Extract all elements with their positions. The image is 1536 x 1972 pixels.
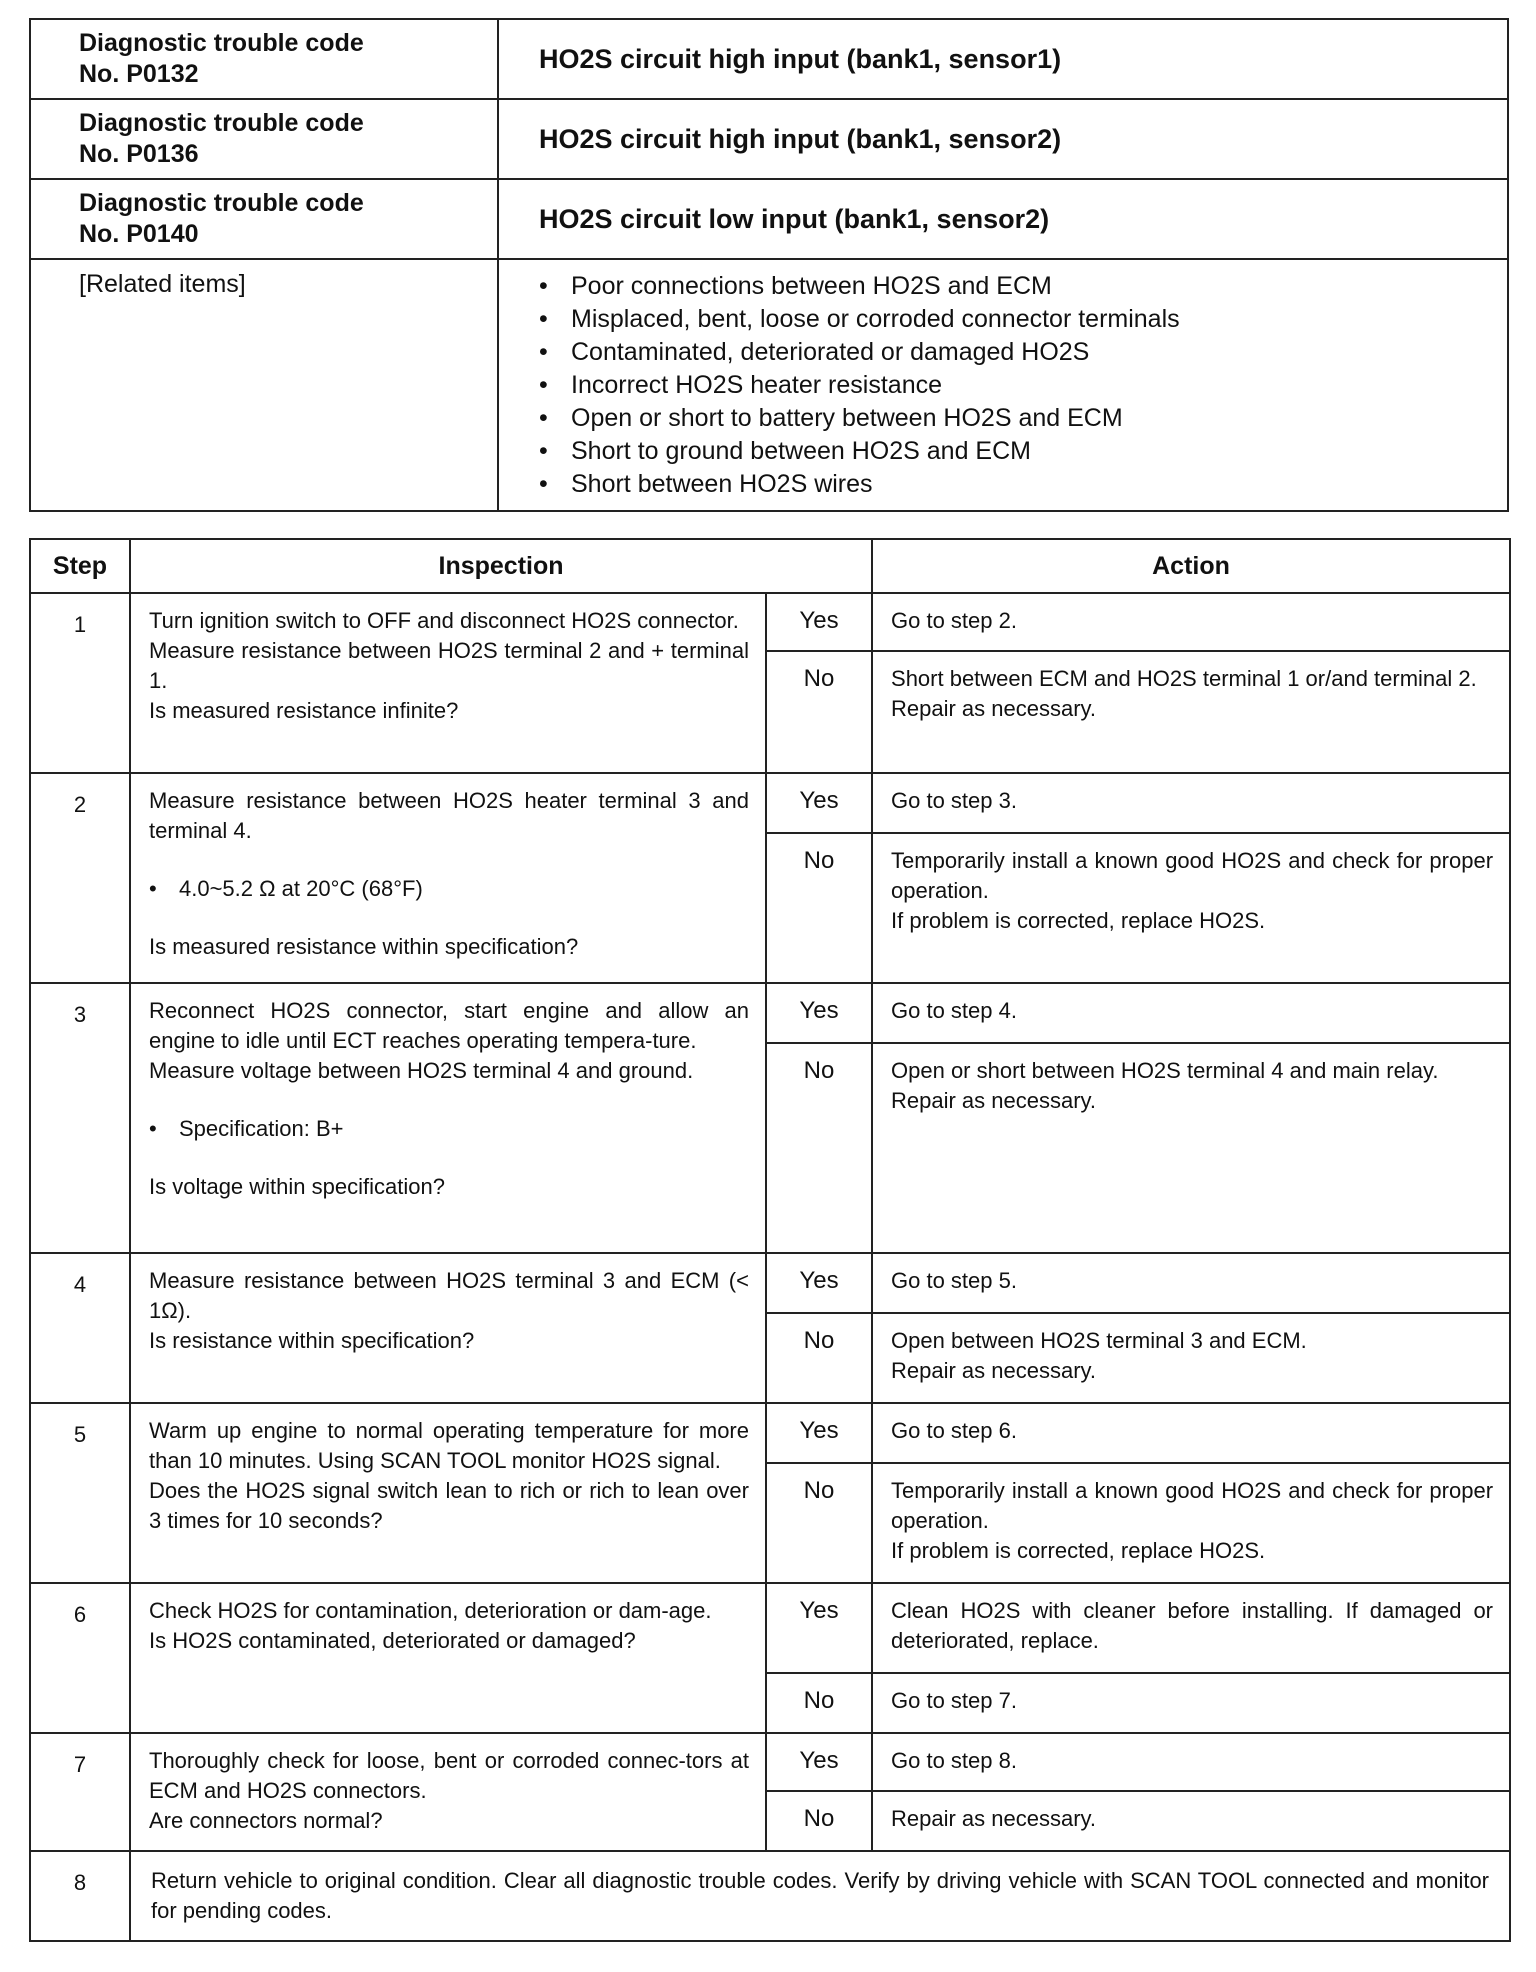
yes-action: Go to step 4. xyxy=(872,983,1510,1043)
action-text: Repair as necessary. xyxy=(891,1088,1097,1113)
step-row-yes xyxy=(30,983,1510,1043)
related-items-label: [Related items] xyxy=(30,259,498,511)
step-inspection xyxy=(130,773,766,983)
yes-label: Yes xyxy=(766,593,872,651)
header-inspection: Inspection xyxy=(130,539,872,593)
spec-text: Specification: B+ xyxy=(179,1116,344,1141)
list-item-text: Contaminated, deteriorated or damaged HO2S xyxy=(571,338,1090,366)
dtc-label xyxy=(30,179,498,259)
inspection-text: Is measured resistance infinite? xyxy=(149,698,459,723)
yes-label: Yes xyxy=(766,1733,872,1791)
step-inspection xyxy=(130,1583,766,1733)
inspection-text: Warm up engine to normal operating temperature for more than 10 minutes. Using SCAN TOOL monitor HO2S signal. xyxy=(149,1418,749,1473)
inspection-text: Measure resistance between HO2S terminal 3 and ECM (< 1Ω). xyxy=(149,1268,749,1323)
yes-label: Yes xyxy=(766,773,872,833)
related-items-row xyxy=(30,259,1508,511)
step-number: 6 xyxy=(30,1583,130,1733)
dtc-label xyxy=(30,19,498,99)
dtc-row xyxy=(30,99,1508,179)
action-text: Temporarily install a known good HO2S and check for proper operation. xyxy=(891,1478,1494,1533)
dtc-title: HO2S circuit high input (bank1, sensor1) xyxy=(498,19,1508,99)
inspection-text: Check HO2S for contamination, deterioration or dam-age. xyxy=(149,1598,712,1623)
spec-text: 4.0~5.2 Ω at 20°C (68°F) xyxy=(179,876,423,901)
inspection-text: Measure resistance between HO2S heater terminal 3 and terminal 4. xyxy=(149,788,749,843)
dtc-code: No. P0140 xyxy=(79,220,199,248)
step-number: 5 xyxy=(30,1403,130,1583)
action-text: Open between HO2S terminal 3 and ECM. xyxy=(891,1328,1307,1353)
list-item-text: Poor connections between HO2S and ECM xyxy=(571,272,1052,300)
list-item-text: Misplaced, bent, loose or corroded connector terminals xyxy=(571,305,1180,333)
dtc-code: No. P0136 xyxy=(79,140,199,168)
no-label: No xyxy=(766,1463,872,1583)
no-label: No xyxy=(766,833,872,983)
step-row-yes xyxy=(30,1583,1510,1673)
bullet-icon: • xyxy=(539,404,548,432)
inspection-text: Measure voltage between HO2S terminal 4 and ground. xyxy=(149,1058,694,1083)
inspection-text: Does the HO2S signal switch lean to rich or rich to lean over 3 times for 10 seconds? xyxy=(149,1478,749,1533)
list-item xyxy=(539,270,1487,303)
list-item xyxy=(539,303,1487,336)
step-inspection xyxy=(130,1403,766,1583)
action-text: Temporarily install a known good HO2S and check for proper operation. xyxy=(891,848,1494,903)
inspection-text: Turn ignition switch to OFF and disconnect HO2S connector. xyxy=(149,608,739,633)
action-text: If problem is corrected, replace HO2S. xyxy=(891,1538,1266,1563)
dtc-label xyxy=(30,99,498,179)
step-number: 4 xyxy=(30,1253,130,1403)
dtc-code: No. P0132 xyxy=(79,60,199,88)
header-action: Action xyxy=(872,539,1510,593)
no-label: No xyxy=(766,1791,872,1851)
yes-action: Clean HO2S with cleaner before installing. If damaged or deteriorated, replace. xyxy=(872,1583,1510,1673)
step-table xyxy=(29,538,1511,1942)
yes-label: Yes xyxy=(766,1583,872,1673)
action-text: Repair as necessary. xyxy=(891,696,1097,721)
step-row-yes xyxy=(30,773,1510,833)
dtc-label-line1: Diagnostic trouble code xyxy=(79,189,364,217)
dtc-title: HO2S circuit high input (bank1, sensor2) xyxy=(498,99,1508,179)
no-label: No xyxy=(766,1673,872,1733)
inspection-text: Thoroughly check for loose, bent or corroded connec-tors at ECM and HO2S connectors. xyxy=(149,1748,749,1803)
list-item-text: Short between HO2S wires xyxy=(571,470,873,498)
final-step-text: Return vehicle to original condition. Clear all diagnostic trouble codes. Verify by driving vehicle with SCAN TOOL connected and monitor for pending codes. xyxy=(130,1851,1510,1941)
action-text: Repair as necessary. xyxy=(891,1358,1097,1383)
yes-action: Go to step 2. xyxy=(872,593,1510,651)
inspection-text: Measure resistance between HO2S terminal 2 and + terminal 1. xyxy=(149,638,749,693)
related-items-list xyxy=(498,259,1508,511)
action-text: If problem is corrected, replace HO2S. xyxy=(891,908,1266,933)
inspection-question: Is measured resistance within specification? xyxy=(149,934,579,959)
step-number: 3 xyxy=(30,983,130,1253)
list-item xyxy=(539,402,1487,435)
final-step-row xyxy=(30,1851,1510,1941)
list-item xyxy=(539,435,1487,468)
bullet-icon: • xyxy=(539,338,548,366)
step-inspection xyxy=(130,1733,766,1851)
yes-action: Go to step 8. xyxy=(872,1733,1510,1791)
no-action xyxy=(872,1313,1510,1403)
yes-label: Yes xyxy=(766,1403,872,1463)
no-action: Repair as necessary. xyxy=(872,1791,1510,1851)
step-number: 1 xyxy=(30,593,130,773)
list-item xyxy=(539,369,1487,402)
no-action xyxy=(872,833,1510,983)
yes-action: Go to step 5. xyxy=(872,1253,1510,1313)
bullet-icon: • xyxy=(539,371,548,399)
yes-label: Yes xyxy=(766,1253,872,1313)
no-action: Go to step 7. xyxy=(872,1673,1510,1733)
dtc-row xyxy=(30,179,1508,259)
step-row-yes xyxy=(30,593,1510,651)
yes-label: Yes xyxy=(766,983,872,1043)
inspection-text: Are connectors normal? xyxy=(149,1808,383,1833)
step-inspection xyxy=(130,983,766,1253)
bullet-icon: • xyxy=(539,305,548,333)
step-number: 8 xyxy=(30,1851,130,1941)
dtc-row xyxy=(30,19,1508,99)
spec-item xyxy=(149,874,749,904)
step-row-yes xyxy=(30,1253,1510,1313)
bullet-icon: • xyxy=(539,470,548,498)
list-item-text: Incorrect HO2S heater resistance xyxy=(571,371,942,399)
dtc-title: HO2S circuit low input (bank1, sensor2) xyxy=(498,179,1508,259)
dtc-label-line1: Diagnostic trouble code xyxy=(79,29,364,57)
spec-item xyxy=(149,1114,749,1144)
dtc-table xyxy=(29,18,1509,512)
bullet-icon: • xyxy=(539,272,548,300)
inspection-text: Is HO2S contaminated, deteriorated or damaged? xyxy=(149,1628,636,1653)
dtc-label-line1: Diagnostic trouble code xyxy=(79,109,364,137)
step-row-yes xyxy=(30,1403,1510,1463)
yes-action: Go to step 6. xyxy=(872,1403,1510,1463)
step-inspection xyxy=(130,1253,766,1403)
list-item-text: Short to ground between HO2S and ECM xyxy=(571,437,1031,465)
no-label: No xyxy=(766,1313,872,1403)
action-text: Short between ECM and HO2S terminal 1 or/and terminal 2. xyxy=(891,666,1477,691)
step-number: 7 xyxy=(30,1733,130,1851)
no-action xyxy=(872,1463,1510,1583)
no-action xyxy=(872,651,1510,773)
inspection-question: Is voltage within specification? xyxy=(149,1174,445,1199)
step-row-yes xyxy=(30,1733,1510,1791)
bullet-icon: • xyxy=(539,437,548,465)
header-step: Step xyxy=(30,539,130,593)
action-text: Open or short between HO2S terminal 4 and main relay. xyxy=(891,1058,1439,1083)
no-label: No xyxy=(766,651,872,773)
step-number: 2 xyxy=(30,773,130,983)
step-inspection xyxy=(130,593,766,773)
list-item xyxy=(539,336,1487,369)
bullet-icon: • xyxy=(149,1116,157,1141)
table-header-row xyxy=(30,539,1510,593)
inspection-text: Is resistance within specification? xyxy=(149,1328,475,1353)
list-item-text: Open or short to battery between HO2S and ECM xyxy=(571,404,1123,432)
yes-action: Go to step 3. xyxy=(872,773,1510,833)
no-action xyxy=(872,1043,1510,1253)
list-item xyxy=(539,468,1487,501)
no-label: No xyxy=(766,1043,872,1253)
bullet-icon: • xyxy=(149,876,157,901)
inspection-text: Reconnect HO2S connector, start engine and allow an engine to idle until ECT reaches operating tempera-ture. xyxy=(149,998,749,1053)
